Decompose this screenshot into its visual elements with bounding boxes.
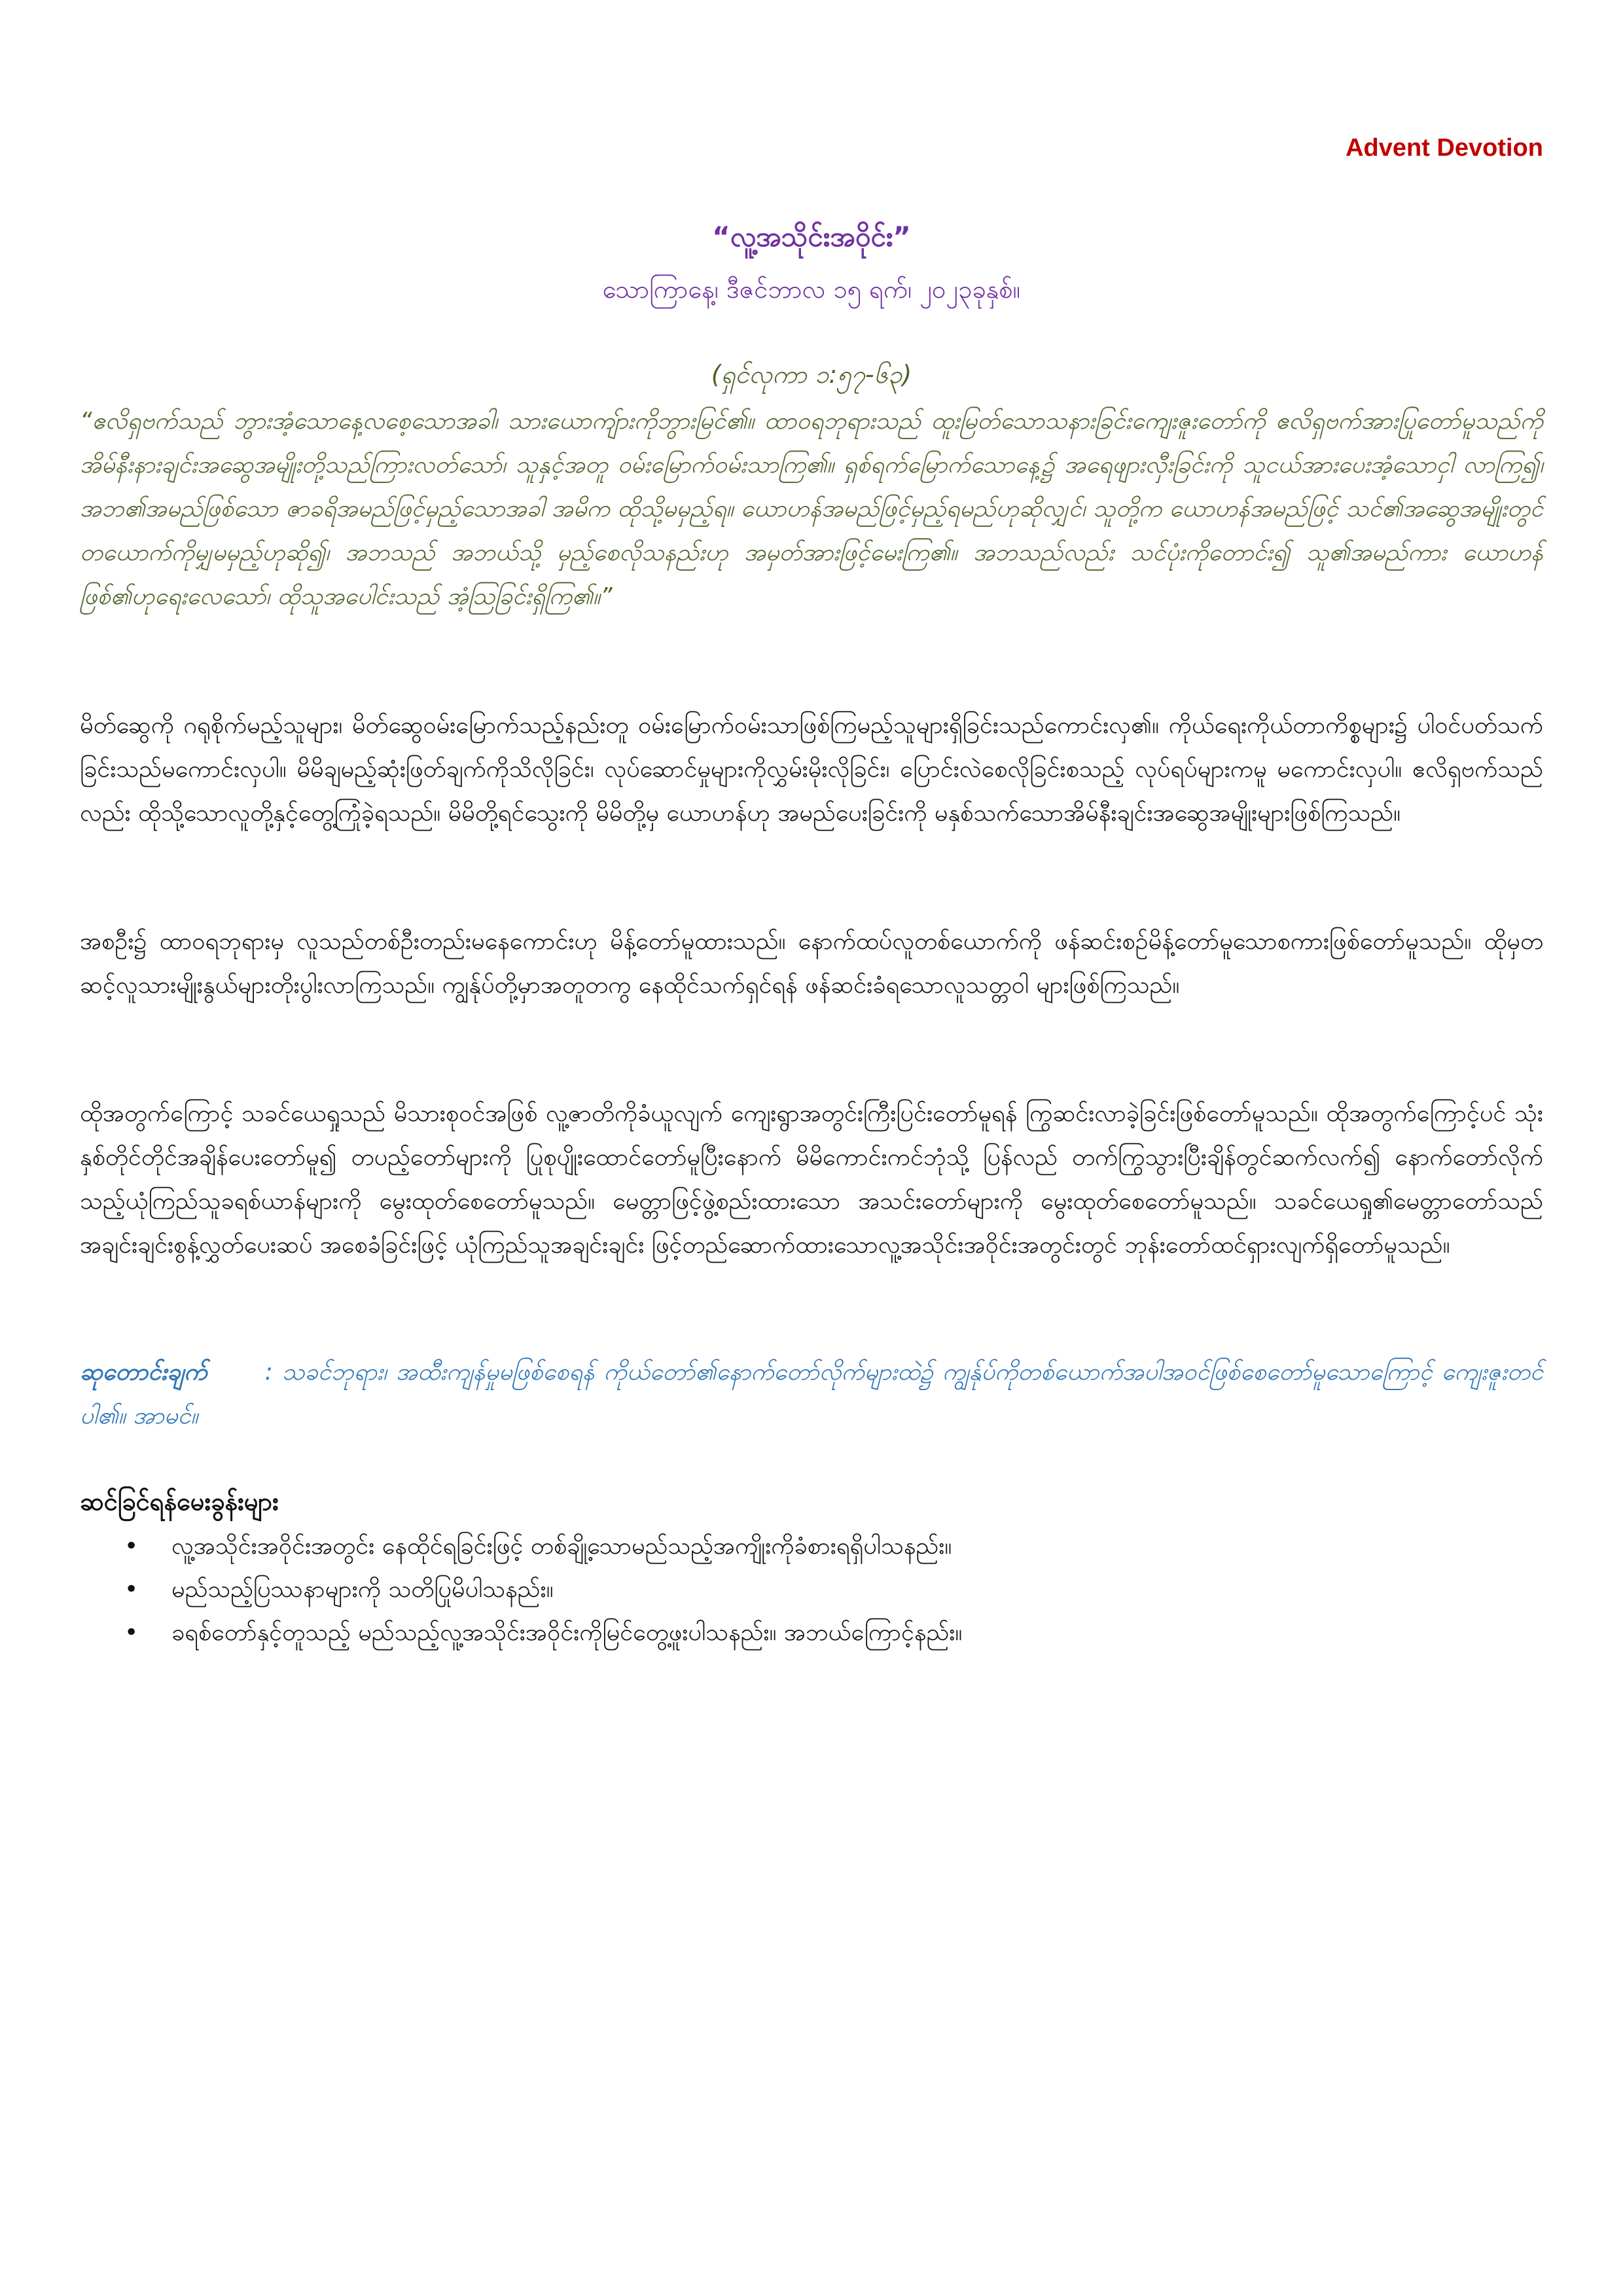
question-text: မည်သည့်ပြဿနာများကို သတိပြုမိပါသနည်း။ bbox=[171, 1576, 554, 1603]
body-paragraph-2: အစဦး၌ ထာဝရဘုရားမှ လူသည်တစ်ဦးတည်းမနေကောင်းဟု မိန့်တော်မူထားသည်။ နောက်ထပ်လူတစ်ယောက်ကို ဖန်ဆင်းစဉ်မိန့်တော်မူသောစကားဖြစ်တော်မူသည်။ ထိုမှတဆင့်လူသားမျိုးနွယ်များတိုးပွါးလာကြသည်။ ကျွန်ုပ်တို့မှာအတူတကွ နေထိုင်သက်ရှင်ရန် ဖန်ဆင်းခံရသောလူသတ္တဝါ များဖြစ်ကြသည်။ bbox=[80, 928, 1543, 999]
bullet-icon: • bbox=[124, 1576, 139, 1603]
devotion-title: “လူ့အသိုင်းအဝိုင်း” bbox=[712, 221, 911, 253]
bullet-icon: • bbox=[124, 1533, 139, 1560]
question-item bbox=[124, 1568, 1538, 1611]
devotion-date: သောကြာနေ့၊ ဒီဇင်ဘာလ ၁၅ ရက်၊ ၂၀၂၃ခုနှစ်။ bbox=[602, 275, 1021, 304]
series-label: Advent Devotion bbox=[1346, 134, 1543, 162]
scripture-reference: (ရှင်လုကာ ၁:၅၇-၆၃) bbox=[711, 360, 912, 389]
prayer-label: ဆုတောင်းချက် bbox=[80, 1359, 207, 1386]
questions-list bbox=[124, 1525, 1538, 1655]
prayer-text: : သခင်ဘုရား၊ အထီးကျန်မှုမဖြစ်စေရန် ကိုယ်တော်၏နောက်တော်လိုက်များထဲ၌ ကျွန်ုပ်ကိုတစ်ယောက်အပါအဝင်ဖြစ်စေတော်မူသောကြောင့် ကျေးဇူးတင်ပါ၏။ အာမင်။ bbox=[80, 1359, 1544, 1429]
body-paragraph-1: မိတ်ဆွေကို ဂရုစိုက်မည့်သူများ၊ မိတ်ဆွေဝမ်းမြောက်သည့်နည်းတူ ဝမ်းမြောက်ဝမ်းသာဖြစ်ကြမည့်သူများရှိခြင်းသည်ကောင်းလှ၏။ ကိုယ်ရေးကိုယ်တာကိစ္စများ၌ ပါဝင်ပတ်သက်ခြင်းသည်မကောင်းလှပါ။ မိမိချမည့်ဆုံးဖြတ်ချက်ကိုသိလိုခြင်း၊ လုပ်ဆောင်မှုများကိုလွှမ်းမိုးလိုခြင်း၊ ပြောင်းလဲစေလိုခြင်းစသည့် လုပ်ရပ်များကမူ မကောင်းလှပါ။ ဧလိရှဗက်သည်လည်း ထိုသို့သောလူတို့နှင့်တွေ့ကြုံခဲ့ရသည်။ မိမိတို့ရင်သွေးကို မိမိတို့မှ ယောဟန်ဟု အမည်ပေးခြင်းကို မနှစ်သက်သောအိမ်နီးချင်းအဆွေအမျိုးများဖြစ်ကြသည်။ bbox=[80, 712, 1543, 827]
body-paragraph-3: ထိုအတွက်ကြောင့် သခင်ယေရှုသည် မိသားစုဝင်အဖြစ် လူ့ဇာတိကိုခံယူလျက် ကျေးရွာအတွင်းကြီးပြင်းတော်မူရန် ကြွဆင်းလာခဲ့ခြင်းဖြစ်တော်မူသည်။ ထိုအတွက်ကြောင့်ပင် သုံးနှစ်တိုင်တိုင်အချိန်ပေးတော်မူ၍ တပည့်တော်များကို ပြုစုပျိုးထောင်တော်မူပြီးနောက် မိမိကောင်းကင်ဘုံသို့ ပြန်လည် တက်ကြွသွားပြီးချိန်တွင်ဆက်လက်၍ နောက်တော်လိုက်သည့်ယုံကြည်သူခရစ်ယာန်များကို မွေးထုတ်စေတော်မူသည်။ မေတ္တာဖြင့်ဖွဲ့စည်းထားသော အသင်းတော်များကို မွေးထုတ်စေတော်မူသည်။ သခင်ယေရှု၏မေတ္တာတော်သည် အချင်းချင်းစွန့်လွှတ်ပေးဆပ် အစေခံခြင်းဖြင့် ယုံကြည်သူအချင်းချင်း ဖြင့်တည်ဆောက်ထားသောလူ့အသိုင်းအဝိုင်းအတွင်းတွင် ဘုန်းတော်ထင်ရှားလျက်ရှိတော်မူသည်။ bbox=[80, 1100, 1543, 1259]
question-text: ခရစ်တော်နှင့်တူသည့် မည်သည့်လူ့အသိုင်းအဝိုင်းကိုမြင်တွေ့ဖူးပါသနည်း။ အဘယ်ကြောင့်နည်း။ bbox=[171, 1619, 963, 1646]
question-text: လူ့အသိုင်းအဝိုင်းအတွင်း နေထိုင်ရခြင်းဖြင့် တစ်ချို့သောမည်သည့်အကျိုးကိုခံစားရရှိပါသနည်း။ bbox=[171, 1533, 952, 1560]
scripture-passage: “ဧလိရှဗက်သည် ဘွားအံ့သောနေ့လစေ့သောအခါ၊ သားယောကျ်ားကိုဘွားမြင်၏။ ထာဝရဘုရားသည် ထူးမြတ်သောသနားခြင်းကျေးဇူးတော်ကို ဧလိရှဗက်အားပြုတော်မူသည်ကို အိမ်နီးနားချင်းအဆွေအမျိုးတို့သည်ကြားလတ်သော်၊ သူနှင့်အတူ ဝမ်းမြောက်ဝမ်းသာကြ၏။ ရှစ်ရက်မြောက်သောနေ့၌ အရေဖျားလှီးခြင်းကို သူငယ်အားပေးအံ့သောငှါ လာကြ၍၊ အဘ၏အမည်ဖြစ်သော ဇာခရိအမည်ဖြင့်မှည့်သောအခါ အမိက ထိုသို့မမှည့်ရ။ ယောဟန်အမည်ဖြင့်မှည့်ရမည်ဟုဆိုလျှင်၊ သူတို့က ယောဟန်အမည်ဖြင့် သင်၏အဆွေအမျိုးတွင် တယောက်ကိုမျှမမှည့်ဟုဆို၍၊ အဘသည် အဘယ်သို့ မှည့်စေလိုသနည်းဟု အမှတ်အားဖြင့်မေးကြ၏။ အဘသည်လည်း သင်ပုံးကိုတောင်း၍ သူ၏အမည်ကား ယောဟန်ဖြစ်၏ဟုရေးလေသော်၊ ထိုသူအပေါင်းသည် အံ့ဩခြင်းရှိကြ၏။” bbox=[80, 408, 1543, 610]
question-item bbox=[124, 1525, 1538, 1568]
question-item bbox=[124, 1611, 1538, 1655]
prayer-block bbox=[80, 1350, 1543, 1438]
questions-heading: ဆင်ခြင်ရန်မေးခွန်းများ bbox=[80, 1487, 279, 1516]
bullet-icon: • bbox=[124, 1619, 139, 1646]
